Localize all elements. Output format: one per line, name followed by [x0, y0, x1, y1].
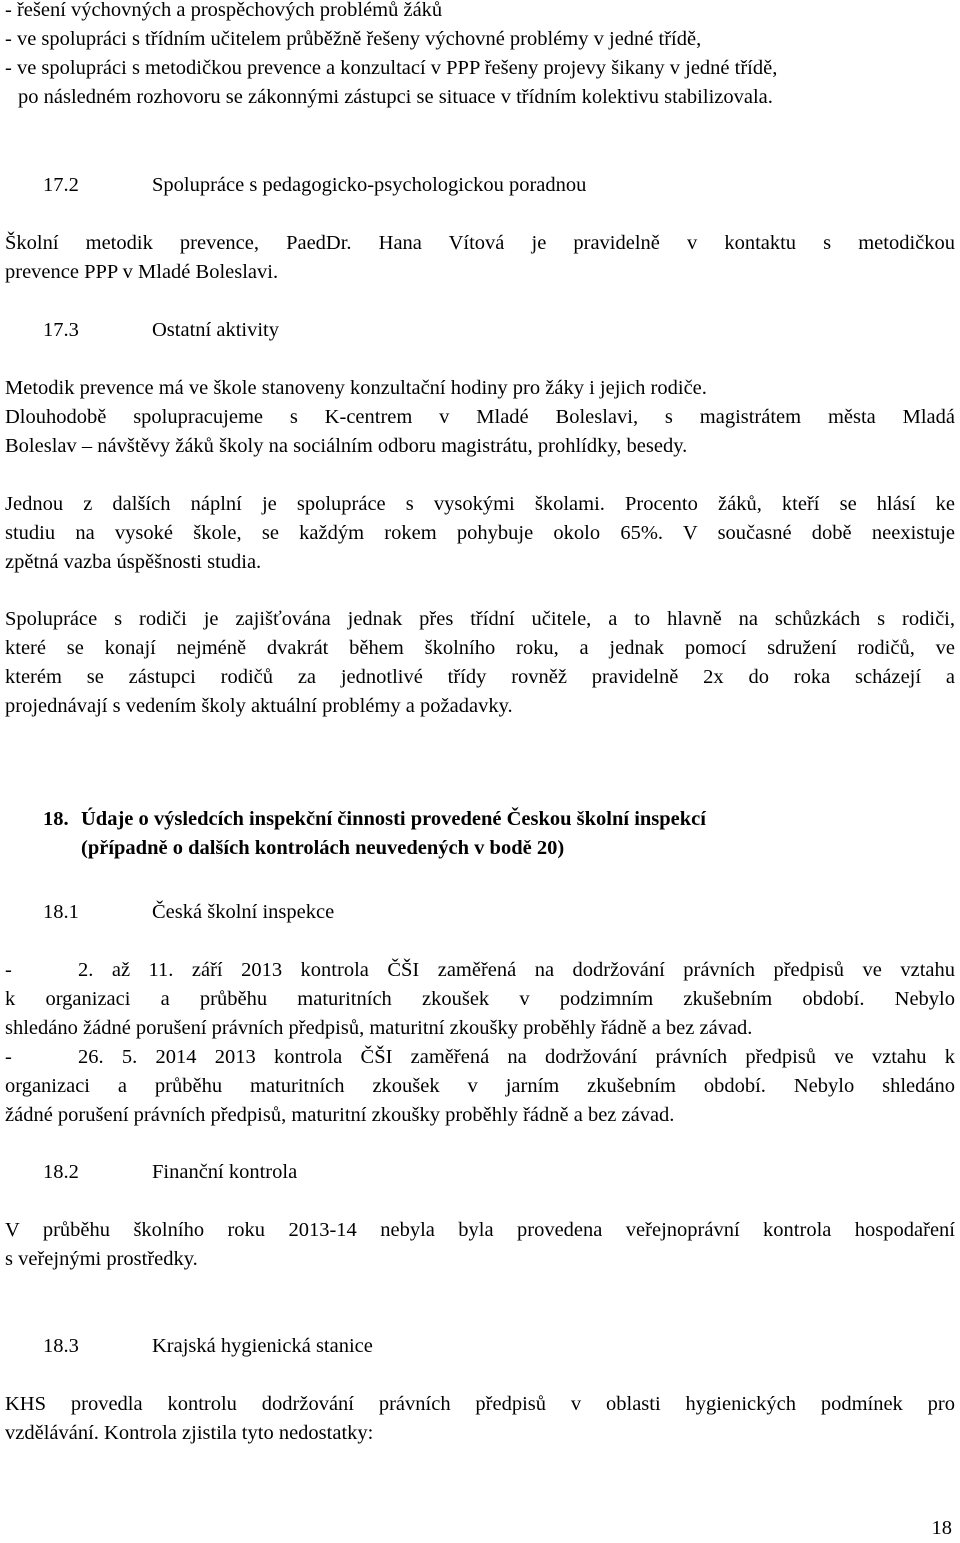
section-17-3-paragraph-3 [5, 605, 955, 721]
section-title: Spolupráce s pedagogicko-psychologickou poradnou [152, 174, 587, 196]
list-dash: - [5, 1046, 12, 1068]
section-number: 17.3 [43, 319, 79, 341]
paragraph-line: organizaci a průběhu maturitních zkoušek v jarním zkušebním období. Nebylo shledáno [5, 1075, 955, 1097]
section-title: Krajská hygienická stanice [152, 1335, 373, 1357]
paragraph-line: shledáno žádné porušení právních předpisů, maturitní zkoušky proběhly řádně a bez závad. [5, 1017, 753, 1039]
paragraph-line: Jednou z dalších náplní je spolupráce s vysokými školami. Procento žáků, kteří se hlásí ke [5, 493, 955, 515]
paragraph-line: s veřejnými prostředky. [5, 1248, 198, 1270]
paragraph-line: studiu na vysoké škole, se každým rokem pohybuje okolo 65%. V současné době neexistuje [5, 522, 955, 544]
section-number: 18.1 [43, 901, 79, 923]
section-title: Ostatní aktivity [152, 319, 279, 341]
paragraph-line: žádné porušení právních předpisů, maturitní zkoušky proběhly řádně a bez závad. [5, 1104, 675, 1126]
paragraph-line: Dlouhodobě spolupracujeme s K-centrem v Mladé Boleslavi, s magistrátem města Mladá [5, 406, 955, 428]
section-number: 18.2 [43, 1161, 79, 1183]
paragraph-line: které se konají nejméně dvakrát během školního roku, a jednak pomocí sdružení rodičů, ve [5, 637, 955, 659]
paragraph-line: projednávají s vedením školy aktuální problémy a požadavky. [5, 695, 513, 717]
paragraph-line: Spolupráce s rodiči je zajišťována jednak přes třídní učitele, a to hlavně na schůzkách s rodiči, [5, 608, 955, 630]
section-title: Česká školní inspekce [152, 901, 335, 923]
section-17-3-paragraph-2 [5, 490, 955, 577]
list-item: - ve spolupráci s třídním učitelem průběžně řešeny výchovné problémy v jedné třídě, [5, 28, 702, 50]
paragraph-line: Boleslav – návštěvy žáků školy na sociálním odboru magistrátu, prohlídky, besedy. [5, 435, 688, 457]
paragraph-line: 26. 5. 2014 2013 kontrola ČŠI zaměřená na dodržování právních předpisů ve vztahu k [78, 1046, 955, 1068]
section-title-line-1: Údaje o výsledcích inspekční činnosti provedené Českou školní inspekcí [81, 808, 706, 830]
paragraph-line: zpětná vazba úspěšnosti studia. [5, 551, 262, 573]
section-number: 18.3 [43, 1335, 79, 1357]
section-18-3-paragraph [5, 1390, 955, 1448]
paragraph-line: vzdělávání. Kontrola zjistila tyto nedostatky: [5, 1422, 374, 1444]
list-item: - ve spolupráci s metodičkou prevence a konzultací v PPP řešeny projevy šikany v jedné třídě, [5, 57, 778, 79]
section-number: 17.2 [43, 174, 79, 196]
list-item-continuation: po následném rozhovoru se zákonnými zástupci se situace v třídním kolektivu stabilizovala. [18, 86, 773, 108]
list-dash: - [5, 959, 12, 981]
top-list [5, 0, 955, 112]
paragraph-line: Metodik prevence má ve škole stanoveny konzultační hodiny pro žáky i jejich rodiče. [5, 377, 707, 399]
section-title-line-2: (případně o dalších kontrolách neuvedených v bodě 20) [81, 837, 565, 859]
paragraph-line: V průběhu školního roku 2013-14 nebyla byla provedena veřejnoprávní kontrola hospodaření [5, 1219, 955, 1241]
paragraph-line: prevence PPP v Mladé Boleslavi. [5, 261, 279, 283]
section-title: Finanční kontrola [152, 1161, 298, 1183]
section-17-2-paragraph [5, 229, 955, 287]
paragraph-line: k organizaci a průběhu maturitních zkoušek v podzimním zkušebním období. Nebylo [5, 988, 955, 1010]
paragraph-line: kterém se zástupci rodičů za jednotlivé třídy rovněž pravidelně 2x do roka scházejí a [5, 666, 955, 688]
page-number: 18 [931, 1517, 952, 1539]
paragraph-line: 2. až 11. září 2013 kontrola ČŠI zaměřená na dodržování právních předpisů ve vztahu [78, 959, 955, 981]
section-17-3-paragraph-1 [5, 374, 955, 461]
paragraph-line: KHS provedla kontrolu dodržování právních předpisů v oblasti hygienických podmínek pro [5, 1393, 955, 1415]
section-18-2-paragraph [5, 1216, 955, 1274]
list-item: - řešení výchovných a prospěchových problémů žáků [5, 0, 443, 21]
paragraph-line: Školní metodik prevence, PaedDr. Hana Vítová je pravidelně v kontaktu s metodičkou [5, 232, 955, 254]
section-number: 18. [43, 808, 69, 830]
